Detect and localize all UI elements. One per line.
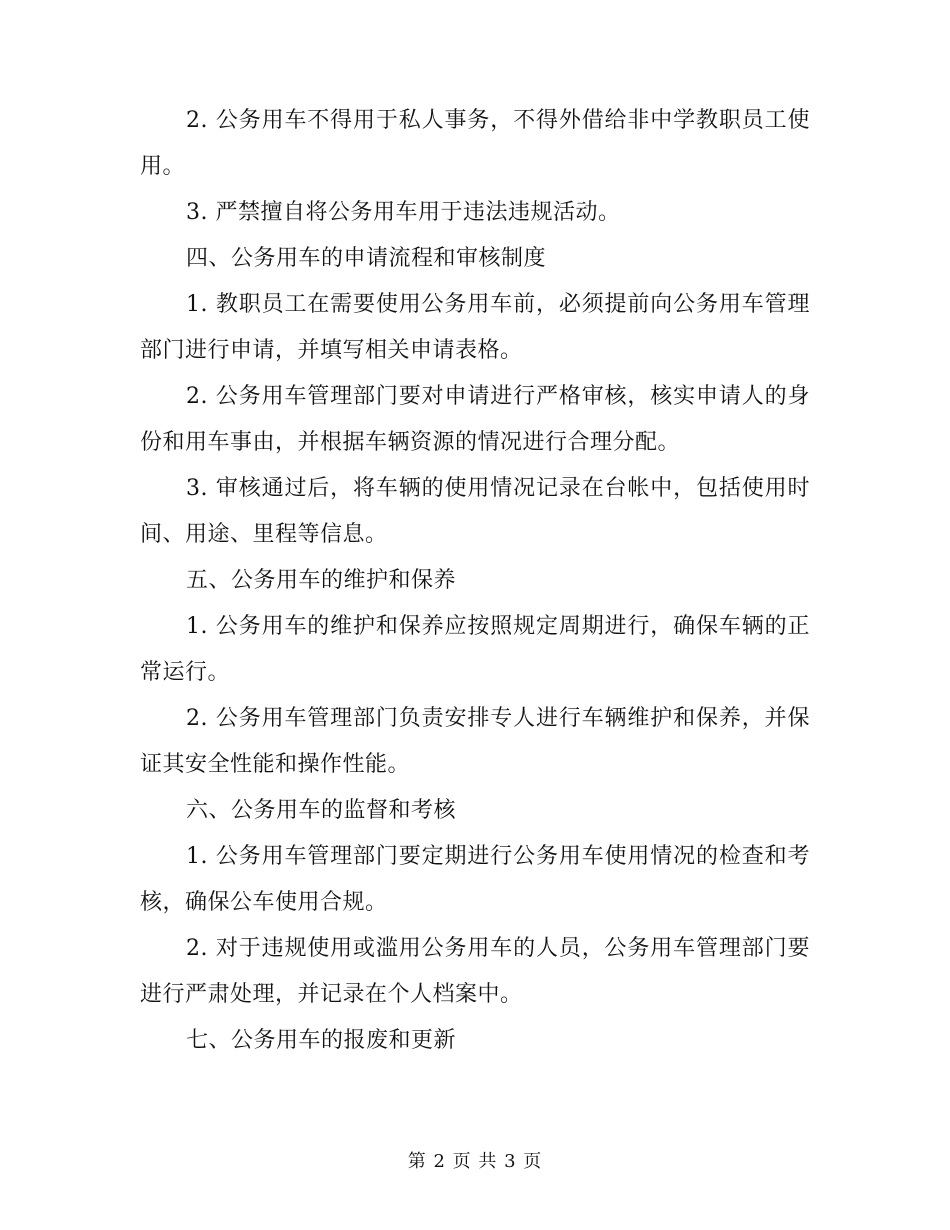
list-item-personal-use: 2. 公务用车不得用于私人事务，不得外借给非中学教职员工使用。 — [140, 108, 810, 179]
list-item-illegal-use: 3. 严禁擅自将公务用车用于违法违规活动。 — [186, 200, 621, 225]
list-item-maintenance-cycle: 1. 公务用车的维护和保养应按照规定周期进行，确保车辆的正常运行。 — [140, 614, 810, 685]
list-item-maintenance-staff: 2. 公务用车管理部门负责安排专人进行车辆维护和保养，并保证其安全性能和操作性能。 — [140, 706, 810, 777]
page-number-footer: 第 2 页 共 3 页 — [407, 1151, 543, 1172]
section-heading-application: 四、公务用车的申请流程和审核制度 — [186, 246, 547, 271]
section-heading-scrapping: 七、公务用车的报废和更新 — [186, 1028, 457, 1053]
section-heading-supervision: 六、公务用车的监督和考核 — [186, 798, 457, 823]
list-item-inspection: 1. 公务用车管理部门要定期进行公务用车使用情况的检查和考核，确保公车使用合规。 — [140, 844, 810, 915]
document-body — [140, 98, 810, 1064]
section-heading-maintenance: 五、公务用车的维护和保养 — [186, 568, 457, 593]
list-item-record: 3. 审核通过后，将车辆的使用情况记录在台帐中，包括使用时间、用途、里程等信息。 — [140, 476, 810, 547]
list-item-penalty: 2. 对于违规使用或滥用公务用车的人员，公务用车管理部门要进行严肃处理，并记录在个人档案中。 — [140, 936, 810, 1007]
list-item-apply: 1. 教职员工在需要使用公务用车前，必须提前向公务用车管理部门进行申请，并填写相关申请表格。 — [140, 292, 810, 363]
list-item-review: 2. 公务用车管理部门要对申请进行严格审核，核实申请人的身份和用车事由，并根据车辆资源的情况进行合理分配。 — [140, 384, 810, 455]
